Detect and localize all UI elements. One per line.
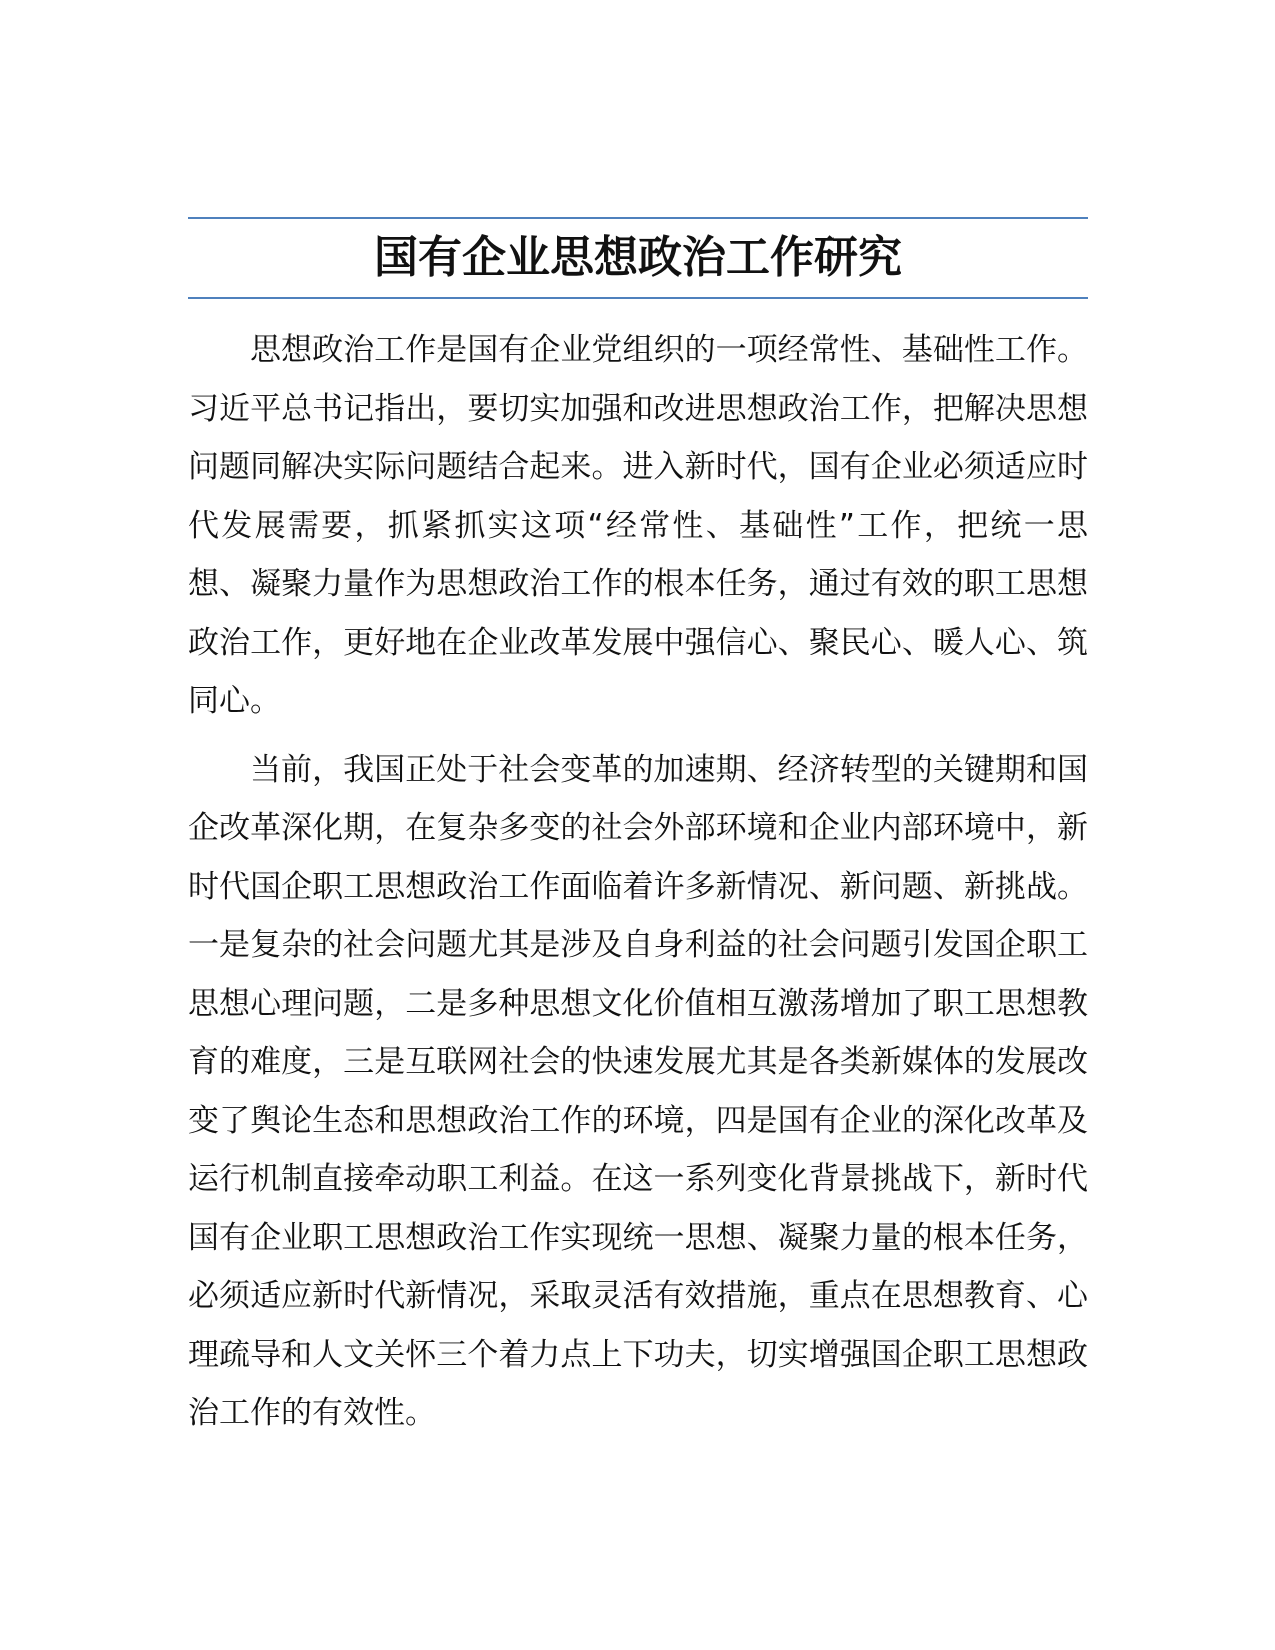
document-content — [188, 217, 1088, 1443]
document-title: 国有企业思想政治工作研究 — [374, 232, 902, 283]
body-paragraph-2: 当前，我国正处于社会变革的加速期、经济转型的关键期和国企改革深化期，在复杂多变的社会外部环境和企业内部环境中，新时代国企职工思想政治工作面临着许多新情况、新问题、新挑战。一是复杂的社会问题尤其是涉及自身利益的社会问题引发国企职工思想心理问题，二是多种思想文化价值相互激荡增加了职工思想教育的难度，三是互联网社会的快速发展尤其是各类新媒体的发展改变了舆论生态和思想政治工作的环境，四是国有企业的深化改革及运行机制直接牵动职工利益。在这一系列变化背景挑战下，新时代国有企业职工思想政治工作实现统一思想、凝聚力量的根本任务，必须适应新时代新情况，采取灵活有效措施，重点在思想教育、心理疏导和人文关怀三个着力点上下功夫，切实增强国企职工思想政治工作的有效性。 — [188, 751, 1088, 1431]
body-paragraph-1: 思想政治工作是国有企业党组织的一项经常性、基础性工作。习近平总书记指出，要切实加强和改进思想政治工作，把解决思想问题同解决实际问题结合起来。进入新时代，国有企业必须适应时代发展需要，抓紧抓实这项“经常性、基础性”工作，把统一思想、凝聚力量作为思想政治工作的根本任务，通过有效的职工思想政治工作，更好地在企业改革发展中强信心、聚民心、暖人心、筑同心。 — [188, 332, 1088, 719]
title-bottom-rule — [188, 297, 1088, 299]
